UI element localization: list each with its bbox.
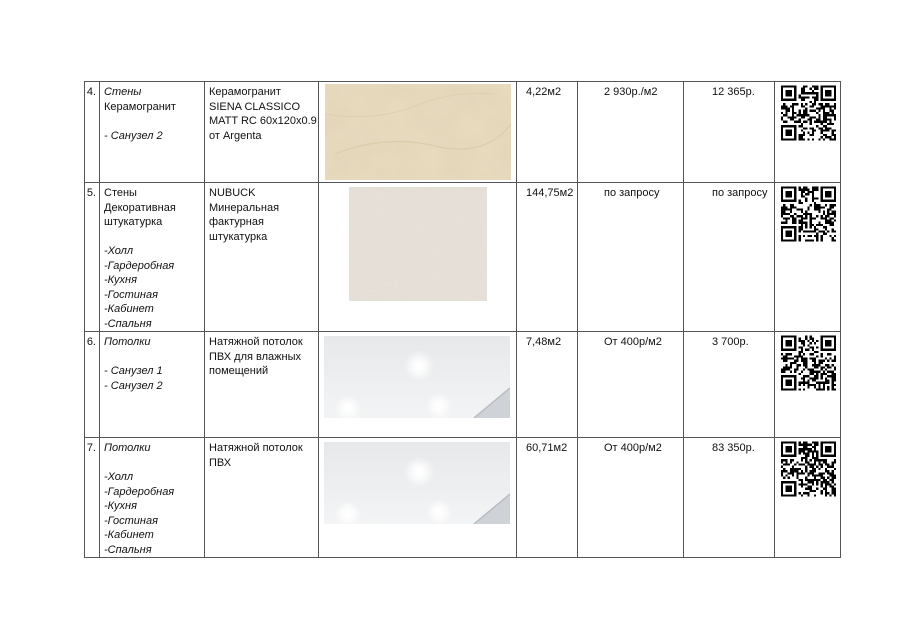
material-line: Натяжной потолок [209, 442, 303, 454]
material-line: MATT RC 60x120x0.9 [209, 115, 317, 127]
material-line: Натяжной потолок [209, 336, 303, 348]
room-line: Декоративная [104, 201, 176, 214]
stretch-ceiling-image [324, 336, 510, 418]
room-line: -Гардеробная [104, 259, 175, 272]
room-line: -Кухня [104, 500, 137, 512]
room-line: -Гостиная [104, 514, 158, 527]
material-photo-cell [319, 438, 517, 558]
material-description [205, 82, 319, 183]
qr-cell [775, 332, 841, 438]
unit-price: От 400р/м2 [578, 438, 684, 558]
plaster-texture-image [349, 187, 487, 301]
beige-marble-tile-image [325, 84, 511, 180]
row-number: 7. [85, 438, 100, 558]
room-line: -Спальня [104, 317, 152, 330]
material-line: SIENA CLASSICO [209, 100, 301, 113]
room-description [100, 332, 205, 438]
room-line [104, 350, 204, 365]
table-row [85, 438, 841, 558]
room-line: -Кухня [104, 274, 137, 286]
table-row [85, 82, 841, 183]
material-photo-cell [319, 82, 517, 183]
material-line: ПВХ [209, 456, 232, 469]
specification-table [84, 81, 841, 558]
material-line: штукатурка [209, 230, 268, 243]
quantity: 60,71м2 [517, 438, 578, 558]
unit-price: 2 930р./м2 [578, 82, 684, 183]
room-line: -Гостиная [104, 288, 158, 301]
material-line: Минеральная [209, 201, 280, 214]
room-line: Стены [104, 86, 142, 98]
room-line: Потолки [104, 442, 151, 454]
material-description [205, 438, 319, 558]
room-line: Керамогранит [104, 100, 176, 113]
material-line: NUBUCK [209, 187, 256, 199]
room-line: -Гардеробная [104, 485, 175, 498]
qr-cell [775, 183, 841, 332]
material-line: Керамогранит [209, 86, 281, 98]
room-line: -Спальня [104, 543, 152, 556]
material-photo-cell [319, 332, 517, 438]
material-line: от Argenta [209, 129, 262, 142]
quantity: 7,48м2 [517, 332, 578, 438]
quantity: 4,22м2 [517, 82, 578, 183]
room-line [104, 114, 204, 129]
qr-code-image [781, 334, 836, 392]
qr-code-image [781, 84, 836, 142]
room-line: -Кабинет [104, 303, 154, 315]
qr-code-image [781, 185, 836, 243]
stretch-ceiling-image [324, 442, 510, 524]
room-line [104, 456, 204, 471]
row-number: 6. [85, 332, 100, 438]
qr-cell [775, 82, 841, 183]
row-number: 4. [85, 82, 100, 183]
room-line: -Холл [104, 471, 134, 483]
room-line: - Санузел 1 [104, 365, 163, 377]
room-description [100, 82, 205, 183]
total-price: 3 700р. [684, 332, 775, 438]
material-line: ПВХ для влажных [209, 350, 301, 363]
row-number: 5. [85, 183, 100, 332]
room-line: -Холл [104, 245, 134, 257]
room-line: Стены [104, 187, 137, 199]
total-price: 83 350р. [684, 438, 775, 558]
material-line: помещений [209, 365, 269, 377]
room-description [100, 438, 205, 558]
room-line [104, 230, 204, 245]
table-row [85, 332, 841, 438]
material-description [205, 183, 319, 332]
room-line: - Санузел 2 [104, 129, 163, 142]
material-photo-cell [319, 183, 517, 332]
material-line: фактурная [209, 216, 264, 228]
qr-code-image [781, 440, 836, 498]
qr-cell [775, 438, 841, 558]
unit-price: по запросу [578, 183, 684, 332]
room-description [100, 183, 205, 332]
total-price: по запросу [684, 183, 775, 332]
room-line: - Санузел 2 [104, 379, 163, 392]
material-description [205, 332, 319, 438]
unit-price: От 400р/м2 [578, 332, 684, 438]
quantity: 144,75м2 [517, 183, 578, 332]
room-line: Потолки [104, 336, 151, 348]
room-line: штукатурка [104, 216, 163, 228]
room-line: -Кабинет [104, 529, 154, 541]
total-price: 12 365р. [684, 82, 775, 183]
table-row [85, 183, 841, 332]
